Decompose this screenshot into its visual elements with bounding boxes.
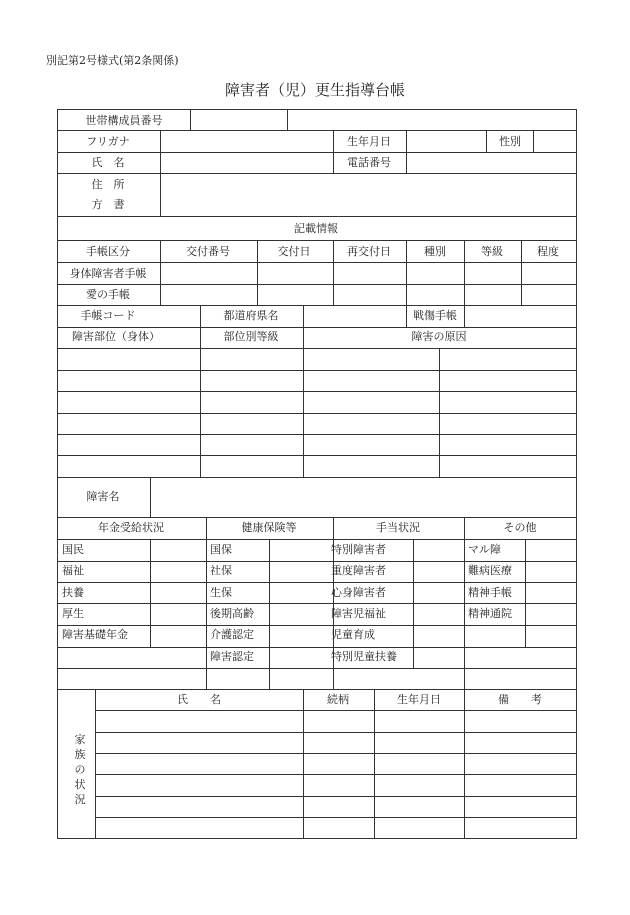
pension-item: 障害基礎年金 <box>62 628 128 641</box>
grid-line <box>57 838 577 839</box>
grid-line <box>303 689 304 839</box>
grid-line <box>95 689 96 839</box>
grid-line <box>57 284 577 285</box>
grid-line <box>95 753 577 754</box>
prefecture-label: 都道府県名 <box>223 309 279 322</box>
benefits-header: その他 <box>503 521 537 534</box>
allowance-item: 障害児福祉 <box>331 607 386 620</box>
grid-line <box>57 517 577 518</box>
record-header: 交付日 <box>277 245 311 258</box>
grid-line <box>95 710 577 711</box>
benefits-header: 健康保険等 <box>241 521 297 534</box>
insurance-item: 障害認定 <box>210 650 254 663</box>
grid-line <box>95 732 577 733</box>
insurance-item: 社保 <box>210 564 232 577</box>
grid-line <box>57 173 577 174</box>
grid-line <box>464 240 465 328</box>
grid-line <box>57 262 577 263</box>
war-label: 戦傷手帳 <box>413 309 457 322</box>
grid-line <box>57 240 577 241</box>
pension-item: 厚生 <box>62 607 84 620</box>
disability-name-label: 障害名 <box>86 490 120 503</box>
grid-line <box>303 305 304 328</box>
grid-line <box>406 240 407 328</box>
disability-grade-label: 部位別等級 <box>223 330 279 343</box>
grid-line <box>57 348 577 349</box>
grid-line <box>525 539 526 648</box>
disability-part-label: 障害部位（身体） <box>72 330 160 343</box>
allowance-item: 児童育成 <box>331 628 375 641</box>
grid-line <box>406 130 407 174</box>
grid-line <box>57 561 577 562</box>
family-header: 生年月日 <box>397 693 441 706</box>
grid-line <box>200 327 201 478</box>
grid-line <box>57 477 577 478</box>
grid-line <box>57 391 577 392</box>
grid-line <box>57 152 577 153</box>
birthdate-label: 生年月日 <box>347 135 391 148</box>
insurance-item: 生保 <box>210 586 232 599</box>
address-detail-label: 方 書 <box>91 198 125 211</box>
grid-line <box>95 796 577 797</box>
other-item: 精神手帳 <box>468 586 512 599</box>
grid-line <box>57 689 577 690</box>
family-side-label: 家族の状況 <box>74 733 86 806</box>
grid-line <box>57 625 577 626</box>
grid-line <box>57 130 577 131</box>
grid-line <box>57 668 577 669</box>
grid-line <box>150 477 151 518</box>
grid-line <box>333 130 334 174</box>
family-header: 続柄 <box>327 693 349 706</box>
phone-label: 電話番号 <box>347 156 391 169</box>
sex-label: 性別 <box>499 135 521 148</box>
grid-line <box>57 327 577 328</box>
code-label: 手帳コード <box>80 309 136 322</box>
grid-line <box>521 240 522 306</box>
grid-line <box>57 434 577 435</box>
grid-line <box>160 240 161 306</box>
grid-line <box>439 348 440 478</box>
benefits-header: 手当状況 <box>376 521 420 534</box>
grid-line <box>57 413 577 414</box>
grid-line <box>413 539 414 669</box>
allowance-item: 特別障害者 <box>331 543 386 556</box>
allowance-item: 心身障害者 <box>331 586 386 599</box>
record-header: 種別 <box>424 245 446 258</box>
pension-item: 国民 <box>62 543 84 556</box>
grid-line <box>57 109 58 839</box>
grid-line <box>486 130 487 153</box>
record-header: 程度 <box>537 245 559 258</box>
grid-line <box>95 774 577 775</box>
grid-line <box>533 130 534 153</box>
family-header: 氏 名 <box>177 693 221 706</box>
family-header: 備 考 <box>498 693 542 706</box>
grid-line <box>287 109 288 131</box>
grid-line <box>257 240 258 306</box>
furigana-label: フリガナ <box>86 135 130 148</box>
grid-line <box>269 539 270 690</box>
form-reference: 別記第2号様式(第2条関係) <box>46 54 179 67</box>
grid-line <box>57 455 577 456</box>
grid-line <box>200 305 201 328</box>
grid-line <box>464 689 465 839</box>
grid-line <box>374 689 375 839</box>
allowance-item: 特別児童扶養 <box>331 650 397 663</box>
grid-line <box>57 539 577 540</box>
record-header: 手帳区分 <box>86 245 130 258</box>
record-header: 交付番号 <box>186 245 230 258</box>
grid-line <box>160 130 161 217</box>
other-item: 難病医療 <box>468 564 512 577</box>
record-row-label: 愛の手帳 <box>86 288 130 301</box>
grid-line <box>206 517 207 690</box>
other-item: 精神通院 <box>468 607 512 620</box>
grid-line <box>57 109 577 110</box>
disability-cause-label: 障害の原因 <box>411 330 467 343</box>
page-title: 障害者（児）更生指導台帳 <box>224 81 406 99</box>
grid-line <box>333 240 334 306</box>
address-label: 住 所 <box>91 178 125 191</box>
grid-line <box>57 647 577 648</box>
grid-line <box>57 370 577 371</box>
name-label: 氏 名 <box>91 156 125 169</box>
record-header: 等級 <box>481 245 503 258</box>
insurance-item: 後期高齢 <box>210 607 254 620</box>
grid-line <box>150 539 151 648</box>
insurance-item: 国保 <box>210 543 232 556</box>
record-header: 再交付日 <box>347 245 391 258</box>
insurance-item: 介護認定 <box>210 628 254 641</box>
pension-item: 扶養 <box>62 586 84 599</box>
record-section-title: 記載情報 <box>294 222 338 235</box>
grid-line <box>303 327 304 478</box>
benefits-header: 年金受給状況 <box>98 521 164 534</box>
member-number-label: 世帯構成員番号 <box>85 114 163 127</box>
grid-line <box>57 582 577 583</box>
grid-line <box>57 305 577 306</box>
pension-item: 福祉 <box>62 564 84 577</box>
other-item: マル障 <box>468 543 501 556</box>
grid-line <box>190 109 191 131</box>
grid-line <box>57 603 577 604</box>
grid-line <box>576 109 577 839</box>
grid-line <box>57 216 577 217</box>
allowance-item: 重度障害者 <box>331 564 386 577</box>
grid-line <box>464 517 465 690</box>
record-row-label: 身体障害者手帳 <box>69 267 147 280</box>
grid-line <box>95 817 577 818</box>
